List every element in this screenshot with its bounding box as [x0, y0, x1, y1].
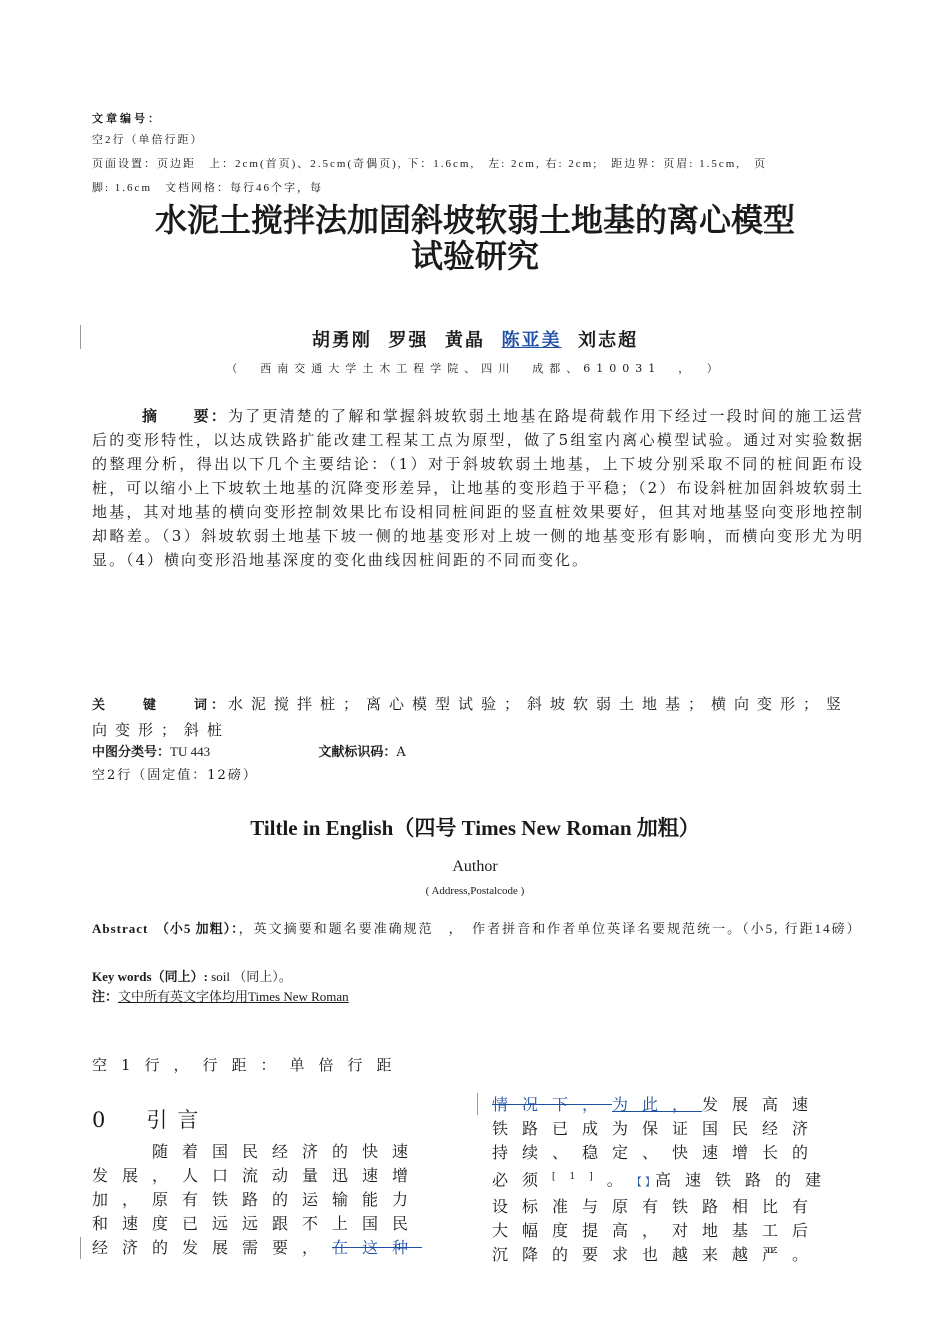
author-name: 黄晶: [445, 330, 485, 351]
section-heading: 0 引言: [92, 1108, 209, 1132]
page-setup-line-2: 脚: 1.6cm 文档网格：每行46个字，每: [92, 182, 323, 194]
clc-value: TU 443: [170, 744, 211, 759]
body-line: 持续、稳定、快速增长的: [492, 1143, 823, 1162]
english-keywords-label: Key words（同上）:: [92, 969, 208, 984]
right-column: [492, 1093, 844, 1267]
abstract-label: 摘 要：: [142, 407, 228, 425]
clc-label: 中图分类号：: [92, 745, 171, 760]
deleted-text: 在这种: [332, 1238, 423, 1257]
deleted-text: 情况下，: [492, 1095, 613, 1114]
font-note-font: Times New Roman: [248, 989, 349, 1004]
article-number-label: 文章编号：: [92, 112, 162, 125]
english-abstract: [92, 918, 864, 940]
body-line: 经济的发展需要，在这种: [92, 1238, 423, 1257]
blank-line-note: 空2行（单倍行距）: [92, 134, 204, 146]
doc-code-label: 文献标识码：: [318, 745, 397, 760]
english-abstract-label: Abstract （小5 加粗）：: [92, 921, 239, 936]
abstract-text: 为了更清楚的了解和掌握斜坡软弱土地基在路堤荷载作用下经过一段时间的施工运营后的变形特性，以达成铁路扩能改建工程某工点为原型，做了5组室内离心模型试验。通过对实验数据的整理分析，得出以下几个主要结论：（1）对于斜坡软弱土地基，上下坡分别采取不同的桩间距布设桩，可以缩小上下坡软土地基的沉降变形差异，让地基的变形趋于平稳；（2）布设斜桩加固斜坡软弱土地基，其对地基的横向变形控制效果比布设相同桩间距的竖直桩效果要好，但其对地基竖向变形地控制却略差。（3）斜坡软弱土地基下坡一侧的地基变形对上坡一侧的地基变形有影响，而横向变形尤为明显。（4）横向变形沿地基深度的变化曲线因桩间距的不同而变化。: [92, 407, 864, 569]
font-note-text: 文中所有英文字体均用: [118, 989, 249, 1004]
body-line: 大幅度提高，对地基工后: [492, 1221, 823, 1241]
paper-title-line-1: 水泥土搅拌法加固斜坡软弱土地基的离心模型: [154, 201, 795, 239]
keywords-label: 关 键 词：: [92, 698, 229, 713]
author-name: 罗强: [388, 330, 429, 351]
author-name: 胡勇刚: [311, 330, 372, 351]
body-line: 和速度已远远跟不上国民: [92, 1214, 423, 1233]
classification-line: [92, 740, 792, 765]
chinese-abstract: [92, 404, 864, 572]
body-line: 铁路已成为保证国民经济: [492, 1119, 823, 1138]
chinese-keywords: [92, 692, 864, 742]
body-line: 情况下，为此，发展高速: [492, 1095, 823, 1114]
english-address: ( Address,Postalcode ): [425, 885, 525, 897]
font-note: [92, 986, 349, 1008]
body-line: 加，原有铁路的运输能力: [92, 1190, 423, 1209]
blank-line-note-2: 空2行（固定值：12磅）: [92, 768, 258, 783]
left-column: [92, 1140, 444, 1260]
body-line: 必须[1]。【 】高速铁路的建: [492, 1170, 835, 1190]
english-abstract-text: ，英文摘要和题名要准确规范 ， 作者拼音和作者单位英译名要规范统一。（小5, 行距14磅）: [238, 921, 862, 936]
english-author: Author: [452, 858, 498, 875]
english-title: Tiltle in English（四号 Times New Roman 加粗）: [250, 816, 700, 840]
author-list: [0, 326, 950, 352]
affiliation: （ 西南交通大学土木工程学院、四川 成都、610031 ， ）: [226, 362, 724, 375]
blank-line-note-3: 空1行，行距：单倍行距: [92, 1056, 406, 1074]
author-name-link[interactable]: 陈亚美: [501, 330, 562, 351]
english-keywords-text: soil （同上）。: [207, 969, 292, 984]
body-line: 随着国民经济的快速: [122, 1142, 423, 1161]
body-line: 设标准与原有铁路相比有: [492, 1197, 823, 1217]
revision-mark: [80, 1237, 81, 1259]
page-setup-line-1: 页面设置：页边距 上：2cm(首页)、2.5cm(奇偶页), 下：1.6cm, 左: 2cm, 右: 2cm; 距边界：页眉: 1.5cm, 页: [92, 158, 768, 170]
revision-bracket-icon: 【 】: [636, 1177, 655, 1189]
font-note-label: 注：: [92, 989, 119, 1004]
body-line: 发展，人口流动量迅速增: [92, 1166, 423, 1185]
body-line: 沉降的要求也越来越严。: [492, 1245, 823, 1265]
revision-mark: [477, 1093, 478, 1115]
author-name: 刘志超: [578, 330, 639, 351]
paper-title-line-2: 试验研究: [410, 237, 539, 275]
english-keywords: [92, 966, 292, 988]
doc-code-value: A: [396, 745, 406, 760]
keywords-text: 水泥搅拌桩；离心模型试验；斜坡软弱土地基；横向变形；竖向变形；斜桩: [92, 695, 850, 739]
inserted-text: 为此，: [612, 1095, 703, 1114]
citation-ref[interactable]: [1]: [552, 1172, 607, 1182]
